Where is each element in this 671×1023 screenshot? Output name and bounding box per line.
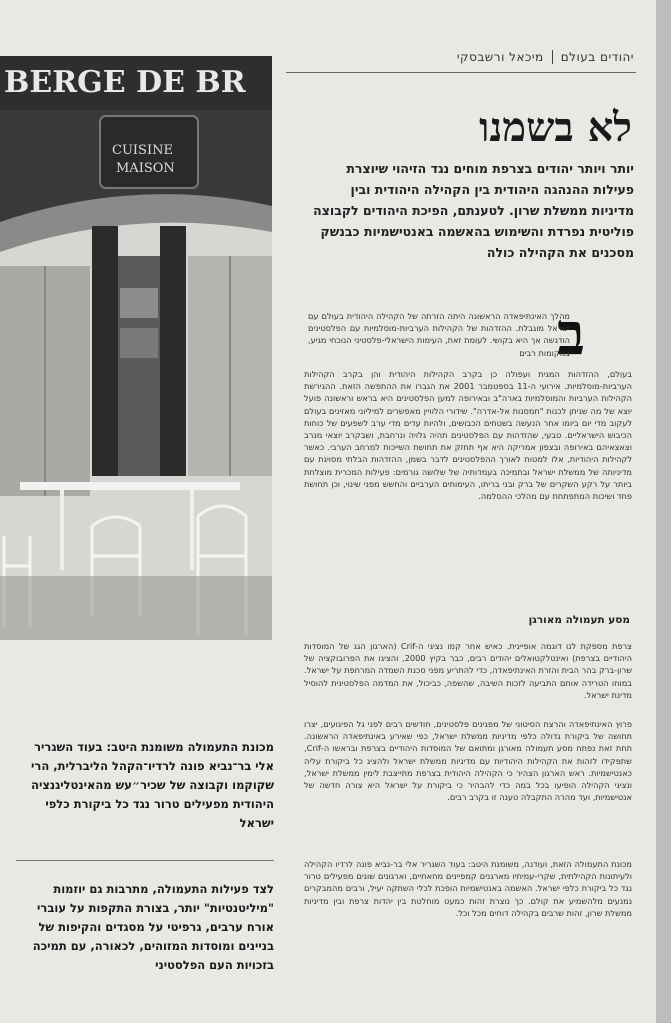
header-separator bbox=[552, 50, 553, 64]
body-paragraph-1: מהלך האינתיפאדה הראשונה היתה הזרתה של הקהילה היהודית בעולם עם ישראל מוגבלת. ההזדהות של הקהילות הערביות-מוסלמיות עם הפלסטינים הודגשה אך היא בקושי. לעומת זאת, העימות הישראלי-פלסטיני הנוכחי מגיע, במקומות רבים bbox=[308, 311, 570, 358]
subheading: מסע תעמולה מאורגן bbox=[528, 614, 630, 626]
sign-text: BERGE DE BR bbox=[4, 65, 246, 100]
body-paragraph-2: בעולם, ההזדהות המגית ועפולה כן בקרב הקהילות היהודית והן בקרב הקהילות הערביות-מוסלמיות. אירועי ה-11 בספטמבר 2001 את הגברו את ההתפשה הזאת. ההגירשת הקהילות הערביות והמוסלמיות בארה"ב ובאירופה למען הפלסטינים היא בראש וראשונה פועל יוצא של מה שניתן לכנות "חמסנות אל-אדרה". שידורי הלוויין מאפשרים למיליוני מאזינים בעולם לעקוב מדי יום ביומו אחר הנעשה בשטחים הכבושים, ולהיות עדים מדי ערב לשפעים של כוחות הכיבוש הישראליים. טבעי, שהזדהות עם הפלסטינים תהיה גלויה ונרחבת, ושבקרב יוצאי מגרב וצאצאיהם באירופה ובצפון אמריקה היא אף תחזק את תחושת השייכות למרחב הערבי. כאשר לקהילות היהודיות, אלו למטות לאורך ההפלסטינים לדבר בשמן, ההזדהות הבלתי מסויגת עם מדיניותה של ממשלת ישראל ובתמיכה בעמדותיה של שלושה גורמים: פעילות המכרית מוצלחת ביותר על רקע השקרים של ברק ובני בריתו, העימותים הערביים והחשש מפני שינוי, וכן תחושת פחד ושיכות המתפתחת עם מהלכי ההסלמה. bbox=[304, 369, 633, 502]
header-rule bbox=[286, 72, 636, 73]
section-header bbox=[457, 50, 634, 64]
body-paragraph-4: פרוץ האינתיפאדה והרצח הסיטוני של מפגינים פלסטינים, חודשים רבים לפני גל הפיגועים, יצרו תחושה של ביקורת גדולה כלפי מדיניות ממשלת ישראל, כפי שאירע באינתיפאדה הראשונה. תחת זאת נפתח מסע תעמולה מאורגן ומתואם של המוסדות היהודיים בצרפת ובראשו ה-Crif, שתפקידו לזהות את הקהילות היהודיות עם מדיניות ממשלת ישראל ולהציג כל ביקורת עליה כאנטישמיות. ראש הארגון הצהיר כי הקהילה היהודית בצרפת מתייצבת לימין ממשלת ישראל, ונציגי הקהילה הופיעו בכל במה כדי להבהיר כי ביקורת על ישראל היא צורה חדשה של אנטישמיות, ועד מהרה התקבלה טענה זו בקרב רבים. bbox=[304, 719, 632, 803]
body-paragraph-5: מכונת התעמולה הזאת, ועודנה, משומנת היטב: בעוד השגריר אלי בר-נביא פונה לרדיו הקהילה ולעיתונות הקהילתית, שקרי-עמיתיו מארגנים קמפיינים מחאתיים, וארגונים שונים מפעילים טרור נגד כל ביקורת כלפי ישראל. האשמה באנטישמיות הופכת לכלי השתקה יעיל, ורבים מהמבקרים נמנעים מלהשמיע את קולם. כך נוצרת זהות כמעט מוחלטת בין יהדות צרפת ובין מדיניות ממשלת שרון, זהות שרבים בקהילה דוחים מכל וכל. bbox=[304, 859, 632, 918]
pull-quote-divider bbox=[16, 860, 274, 861]
pull-quote-2: לצד פעילות התעמולה, מתרבות גם יוזמות "מיליטנטיות" יותר, בצורת התקפות על עוברי אורח ערבים, גרפיטי על מסגדים והקיפות של בניינים ומוסדות המזוהים, לכאורה, עם תמיכה בזכויות העם הפלסטיני bbox=[32, 882, 274, 972]
author-name: מיכאל ורשבסקי bbox=[456, 50, 544, 64]
drop-cap: ב bbox=[557, 300, 585, 368]
article-lead: יותר ויותר יהודים בצרפת מוחים נגד הזיהוי שיוצרת פעילות ההנהגה היהודית בין הקהילה היהודית ובין מדיניות ממשלת שרון. לטענתם, הפיכת היהודים לקבוצה פוליטית נפרדת והשימוש בהאשמה באנטישמיות כבנשק מסכנים את הקהילה כולה bbox=[313, 161, 634, 260]
pull-quote-1: מכונת התעמולה משומנת היטב: בעוד השגריר אלי בר־נביא פונה לרדיו־הקהל הליברלית, הרי שקוקמו וקבוצה של שכיר״עש מהאינטליגנציה היהודית מפעילים טרור נגד כל ביקורת כלפי ישראל bbox=[31, 740, 274, 830]
restaurant-photo-illustration bbox=[0, 56, 272, 640]
body-paragraph-3: צרפת מספקת לנו דוגמה אופיינית. כאיש אחר קמו נציגי ה-Crif (הארגון הגג של המוסדות היהודיים בצרפת) ואינטלקטואלים יהודים רבים, כבר בקיץ 2000, והציגו את הפרובוקציה של שרון-ברק בהר הבית והזרת האינתיפאדה, כדי להתריע מפני סכנת השמדה המרחפת על ישראל. במוחו הטרידה אותם התביעה לזכות השיבה, שהשפה, כביכול, את המדמה הפלסטינית להוסיל מדינת ישראל. bbox=[304, 641, 632, 700]
article-title: לא בשמנו bbox=[479, 104, 632, 151]
sign-maison: MAISON bbox=[116, 161, 175, 176]
sign-cuisine: CUISINE bbox=[112, 143, 173, 158]
restaurant-photo bbox=[0, 56, 272, 640]
section-name: יהודים בעולם bbox=[560, 50, 634, 64]
